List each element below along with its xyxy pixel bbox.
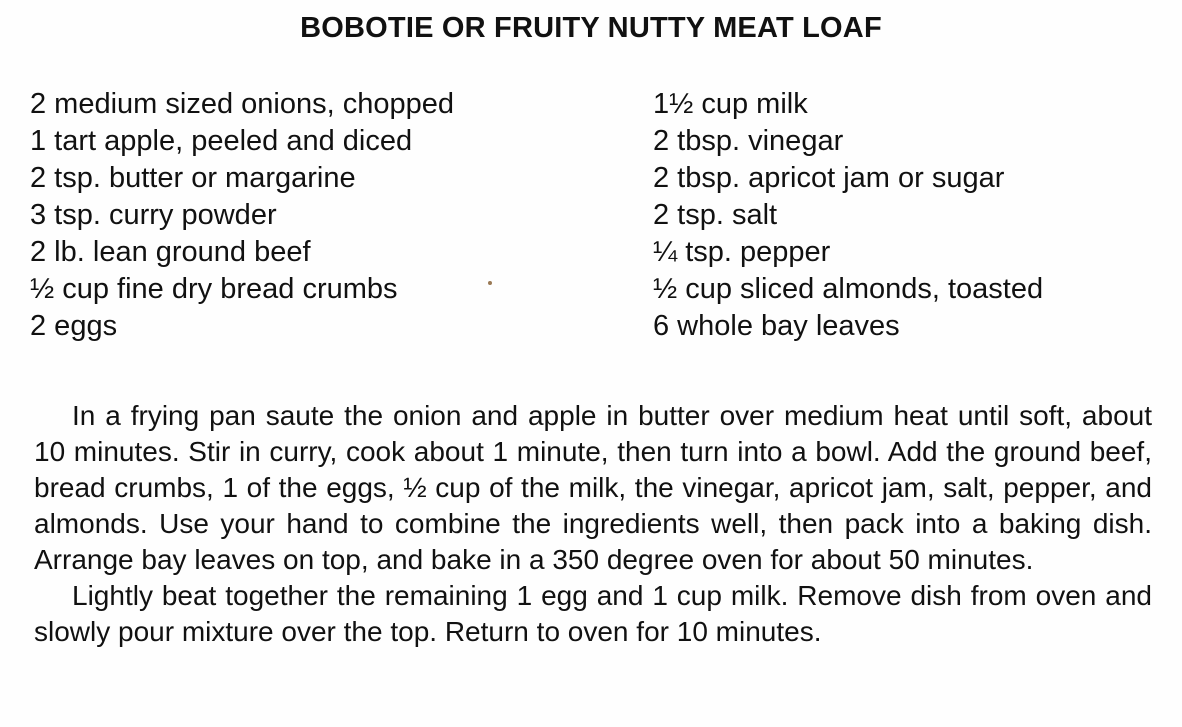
ingredient-item: 2 tsp. butter or margarine <box>30 162 356 194</box>
ingredient-list-left <box>30 86 454 345</box>
ingredient-item: ½ cup fine dry bread crumbs <box>30 273 398 305</box>
ingredient-item: 2 eggs <box>30 310 118 342</box>
ingredient-list-right <box>653 86 1043 345</box>
ingredient-item: 1½ cup milk <box>653 88 808 120</box>
paper-speck <box>488 281 492 285</box>
ingredient-item: ½ cup sliced almonds, toasted <box>653 273 1044 305</box>
directions-paragraph: Lightly beat together the remaining 1 egg and 1 cup milk. Remove dish from oven and slowly pour mixture over the top. Return to oven for 10 minutes. <box>34 580 1152 647</box>
ingredient-item: 1 tart apple, peeled and diced <box>30 125 413 157</box>
recipe-title: BOBOTIE OR FRUITY NUTTY MEAT LOAF <box>300 12 882 44</box>
ingredient-item: ¼ tsp. pepper <box>653 236 831 268</box>
ingredient-item: 3 tsp. curry powder <box>30 199 277 231</box>
ingredient-item: 6 whole bay leaves <box>653 310 900 342</box>
ingredient-item: 2 lb. lean ground beef <box>30 236 311 268</box>
ingredient-item: 2 tbsp. apricot jam or sugar <box>653 162 1005 194</box>
ingredient-item: 2 tbsp. vinegar <box>653 125 844 157</box>
ingredient-item: 2 medium sized onions, chopped <box>30 88 454 120</box>
recipe-directions <box>34 398 1152 650</box>
ingredient-item: 2 tsp. salt <box>653 199 778 231</box>
directions-paragraph: In a frying pan saute the onion and apple in butter over medium heat until soft, about 10 minutes. Stir in curry, cook about 1 minute, then turn into a bowl. Add the ground beef, bread crumbs, 1 of the eggs, ½ cup of the milk, the vinegar, apricot jam, salt, pepper, and almonds. Use your hand to combine the ingredients well, then pack into a baking dish. Arrange bay leaves on top, and bake in a 350 degree oven for about 50 minutes. <box>34 400 1152 575</box>
